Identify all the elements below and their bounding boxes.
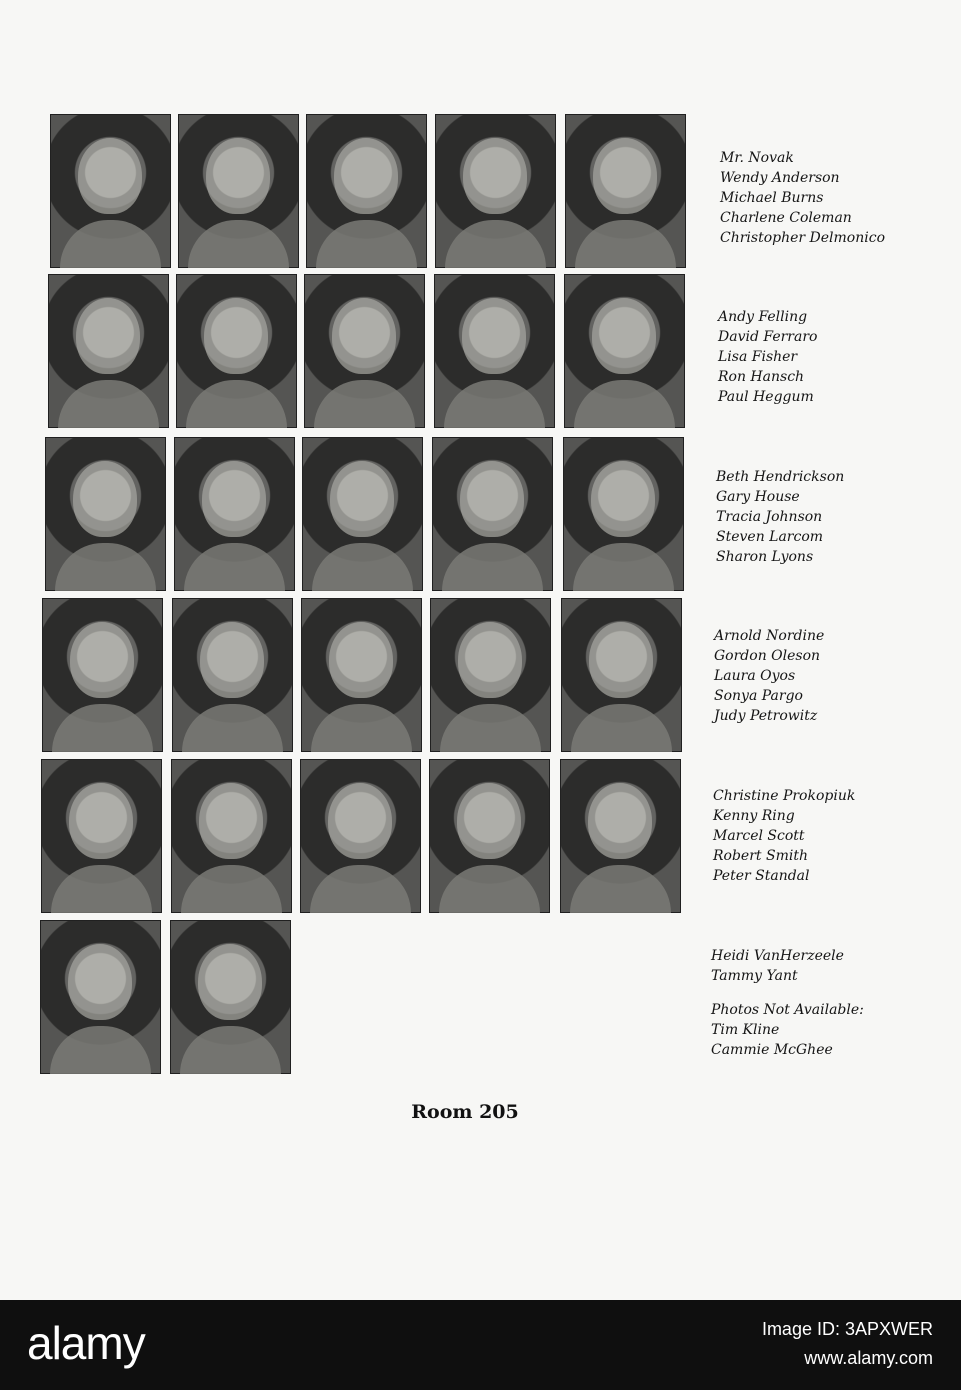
student-name: Robert Smith: [713, 848, 808, 864]
portrait-photo-9: [434, 274, 555, 428]
portrait-photo-10: [564, 274, 685, 428]
name-list-row-6: [711, 946, 921, 986]
portrait-photo-23: [300, 759, 421, 913]
student-name: Laura Oyos: [714, 668, 796, 684]
name-list-row-3: [716, 467, 926, 567]
student-name: Michael Burns: [720, 190, 824, 206]
portrait-photo-16: [42, 598, 163, 752]
portrait-photo-26: [40, 920, 161, 1074]
student-name: Beth Hendrickson: [716, 469, 845, 485]
student-name: Wendy Anderson: [720, 170, 840, 186]
student-name: Sonya Pargo: [714, 688, 803, 704]
portrait-photo-7: [176, 274, 297, 428]
image-id-label: Image ID: 3APXWER: [761, 1319, 933, 1339]
portrait-photo-11: [45, 437, 166, 591]
student-name: Christopher Delmonico: [720, 230, 885, 246]
portrait-photo-2: [178, 114, 299, 268]
student-name: Paul Heggum: [718, 389, 814, 405]
student-name: Arnold Nordine: [714, 628, 825, 644]
portrait-photo-15: [563, 437, 684, 591]
portrait-photo-17: [172, 598, 293, 752]
missing-photos-list: [711, 1000, 921, 1060]
stock-watermark-footer: [0, 1300, 961, 1390]
portrait-photo-25: [560, 759, 681, 913]
student-name: Christine Prokopiuk: [713, 788, 856, 804]
student-name: Gordon Oleson: [714, 648, 821, 664]
student-name: Ron Hansch: [718, 369, 805, 385]
portrait-photo-3: [306, 114, 427, 268]
student-name: Lisa Fisher: [718, 349, 798, 365]
student-name: Marcel Scott: [713, 828, 805, 844]
name-list-row-2: [718, 307, 928, 407]
portrait-photo-5: [565, 114, 686, 268]
portrait-photo-1: [50, 114, 171, 268]
student-name: Peter Standal: [713, 868, 810, 884]
portrait-photo-13: [302, 437, 423, 591]
portrait-photo-8: [304, 274, 425, 428]
name-list-row-5: [713, 786, 923, 886]
student-name: Charlene Coleman: [720, 210, 852, 226]
alamy-url: www.alamy.com: [804, 1348, 933, 1368]
name-list-row-1: [720, 148, 930, 248]
portrait-photo-4: [435, 114, 556, 268]
student-name: Tammy Yant: [711, 968, 798, 984]
portrait-photo-18: [301, 598, 422, 752]
student-name: Heidi VanHerzeele: [711, 948, 844, 964]
portrait-photo-19: [430, 598, 551, 752]
portrait-photo-24: [429, 759, 550, 913]
student-name: Kenny Ring: [713, 808, 795, 824]
room-title: Room 205: [411, 1101, 519, 1123]
name-list-row-4: [714, 626, 924, 726]
portrait-photo-20: [561, 598, 682, 752]
student-name: Andy Felling: [718, 309, 808, 325]
missing-photos-label: Photos Not Available:: [711, 1002, 864, 1018]
student-name: Sharon Lyons: [716, 549, 814, 565]
student-name: Judy Petrowitz: [714, 708, 818, 724]
missing-photo-name: Cammie McGhee: [711, 1042, 833, 1058]
portrait-photo-6: [48, 274, 169, 428]
student-name: Tracia Johnson: [716, 509, 823, 525]
portrait-photo-21: [41, 759, 162, 913]
alamy-logo: alamy: [27, 1317, 145, 1369]
portrait-photo-14: [432, 437, 553, 591]
portrait-photo-12: [174, 437, 295, 591]
portrait-photo-27: [170, 920, 291, 1074]
missing-photo-name: Tim Kline: [711, 1022, 780, 1038]
student-name: Steven Larcom: [716, 529, 824, 545]
student-name: David Ferraro: [718, 329, 818, 345]
student-name: Gary House: [716, 489, 800, 505]
student-name: Mr. Novak: [720, 150, 794, 166]
portrait-photo-22: [171, 759, 292, 913]
